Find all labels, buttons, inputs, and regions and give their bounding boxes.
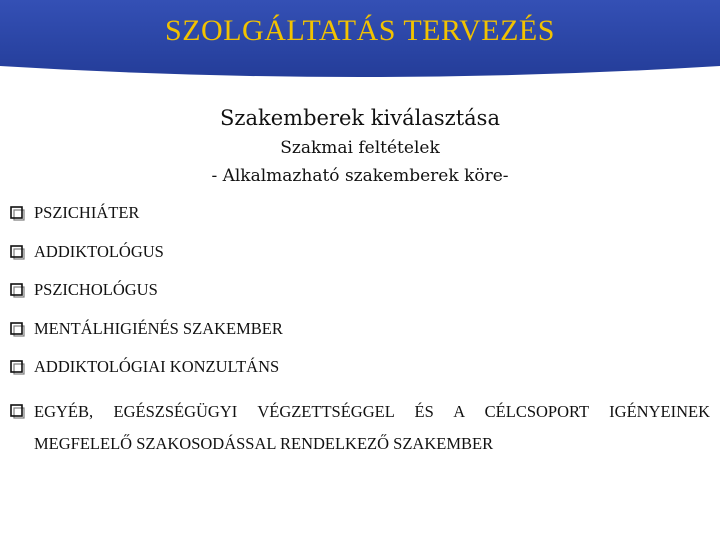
header-banner xyxy=(0,0,720,84)
section-subtitle: Szakemberek kiválasztása xyxy=(220,106,500,130)
page-title: SZOLGÁLTATÁS TERVEZÉS xyxy=(165,14,555,47)
list-item xyxy=(10,396,710,460)
checkbox-square-icon xyxy=(10,360,25,375)
requirements-heading: Szakmai feltételek xyxy=(280,138,440,158)
checkbox-square-icon xyxy=(10,322,25,337)
checkbox-square-icon xyxy=(10,206,25,221)
list-item-label: ADDIKTOLÓGIAI KONZULTÁNS xyxy=(34,357,280,376)
checkbox-square-icon xyxy=(10,245,25,260)
list-item-label: EGYÉB, EGÉSZSÉGÜGYI VÉGZETTSÉGGEL ÉS A CÉLCSOPORT IGÉNYEINEK MEGFELELŐ SZAKOSODÁSSAL RENDELKEZŐ SZAKEMBER xyxy=(34,401,710,453)
list-item xyxy=(10,357,710,396)
list-item xyxy=(10,319,710,358)
list-item xyxy=(10,280,710,319)
list-item-label: ADDIKTOLÓGUS xyxy=(34,241,164,261)
list-item xyxy=(10,242,710,281)
list-item-label: PSZICHOLÓGUS xyxy=(34,280,158,299)
list-item xyxy=(10,203,710,242)
checkbox-square-icon xyxy=(10,404,25,419)
list-item-label: MENTÁLHIGIÉNÉS SZAKEMBER xyxy=(34,318,283,338)
checkbox-square-icon xyxy=(10,283,25,298)
specialist-list xyxy=(10,203,710,460)
list-item-label: PSZICHIÁTER xyxy=(34,203,140,222)
requirements-subheading: - Alkalmazható szakemberek köre- xyxy=(211,166,509,186)
